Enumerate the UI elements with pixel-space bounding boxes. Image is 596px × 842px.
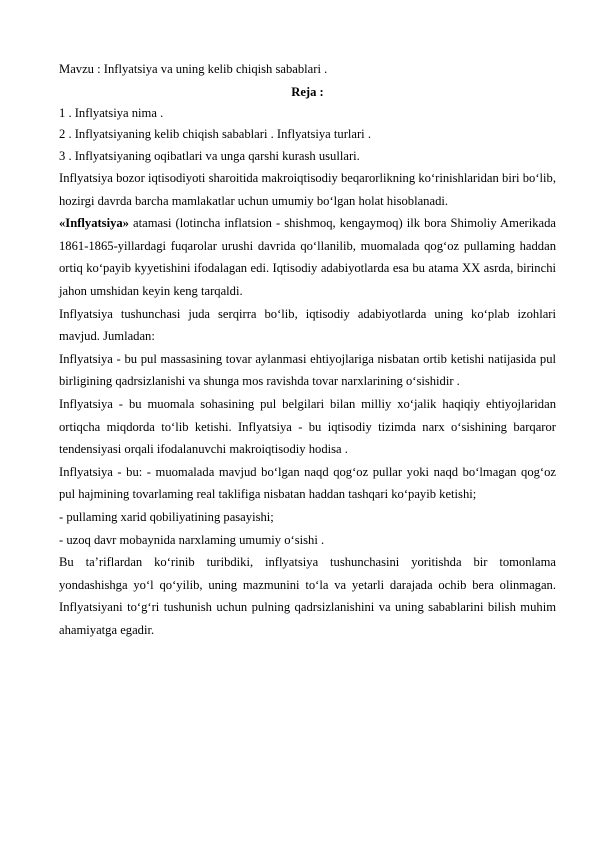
paragraph: Bu ta’riflardan ko‘rinib turibdiki, inflyatsiya tushunchasini yoritishda bir tomonlama yondashishga yo‘l qo‘yilib, uning mazmunini to‘la va yetarli darajada ochib bera olinmagan. Inflyatsiyani to‘g‘ri tushunish uchun pulning qadrsizlanishini va uning sabablarini bilish muhim ahamiyatga egadir. bbox=[59, 555, 556, 637]
topic-heading: Mavzu : Inflyatsiya va uning kelib chiqish sabablari . bbox=[59, 62, 328, 76]
term-inflyatsiya: «Inflyatsiya» bbox=[59, 216, 129, 231]
plan-item: 3 . Inflyatsiyaning oqibatlari va unga qarshi kurash usullari. bbox=[59, 148, 360, 163]
paragraph: Inflyatsiya - bu: - muomalada mavjud bo‘lgan naqd qog‘oz pullar yoki naqd bo‘lmagan qog‘oz pul hajmining tovarlaming real taklifiga nisbatan haddan tashqari ko‘payib ketishi; bbox=[59, 464, 556, 502]
paragraph: Inflyatsiya - bu muomala sohasining pul belgilari bilan milliy xo‘jalik haqiqiy ehtiyojlaridan ortiqcha miqdorda to‘lib ketishi. Inflyatsiya - bu iqtisodiy tizimda narx o‘sishining barqaror tendensiyasi orqali ifodalanuvchi makroiqtisodiy hodisa . bbox=[59, 397, 556, 457]
paragraph: Inflyatsiya tushunchasi juda serqirra bo‘lib, iqtisodiy adabiyotlarda uning ko‘plab izohlari mavjud. Jumladan: bbox=[59, 306, 556, 344]
paragraph-text: atamasi (lotincha inflatsion - shishmoq, kengaymoq) ilk bora Shimoliy Amerikada 1861-1865-yillardagi fuqarolar urushi davrida qo‘llanilib, muomalada qog‘oz pullaming haddan ortiq ko‘payib kyyetishini ifodalagan edi. Iqtisodiy adabiyotlarda esa bu atama XX asrda, birinchi jahon umshidan keyin keng tarqaldi. bbox=[59, 216, 556, 299]
paragraph bbox=[59, 212, 556, 302]
list-item: - uzoq davr mobaynida narxlaming umumiy o‘sishi . bbox=[59, 532, 325, 547]
plan-list bbox=[59, 103, 556, 167]
plan-title: Reja : bbox=[291, 84, 324, 99]
paragraph: Inflyatsiya - bu pul massasining tovar aylanmasi ehtiyojlariga nisbatan ortib ketishi natijasida pul birligining qadrsizlanishi va shunga mos ravishda tovar narxlarining o‘sishidir . bbox=[59, 351, 556, 389]
paragraph: Inflyatsiya bozor iqtisodiyoti sharoitida makroiqtisodiy beqarorlikning ko‘rinishlaridan biri bo‘lib, hozirgi davrda barcha mamlakatlar uchun umumiy bo‘lgan holat hisoblanadi. bbox=[59, 171, 556, 208]
plan-item: 2 . Inflyatsiyaning kelib chiqish sabablari . Inflyatsiya turlari . bbox=[59, 127, 371, 142]
document-page bbox=[59, 58, 556, 642]
plan-item: 1 . Inflyatsiya nima . bbox=[59, 106, 164, 121]
body-text bbox=[59, 167, 556, 641]
list-item: - pullaming xarid qobiliyatining pasayishi; bbox=[59, 509, 274, 524]
